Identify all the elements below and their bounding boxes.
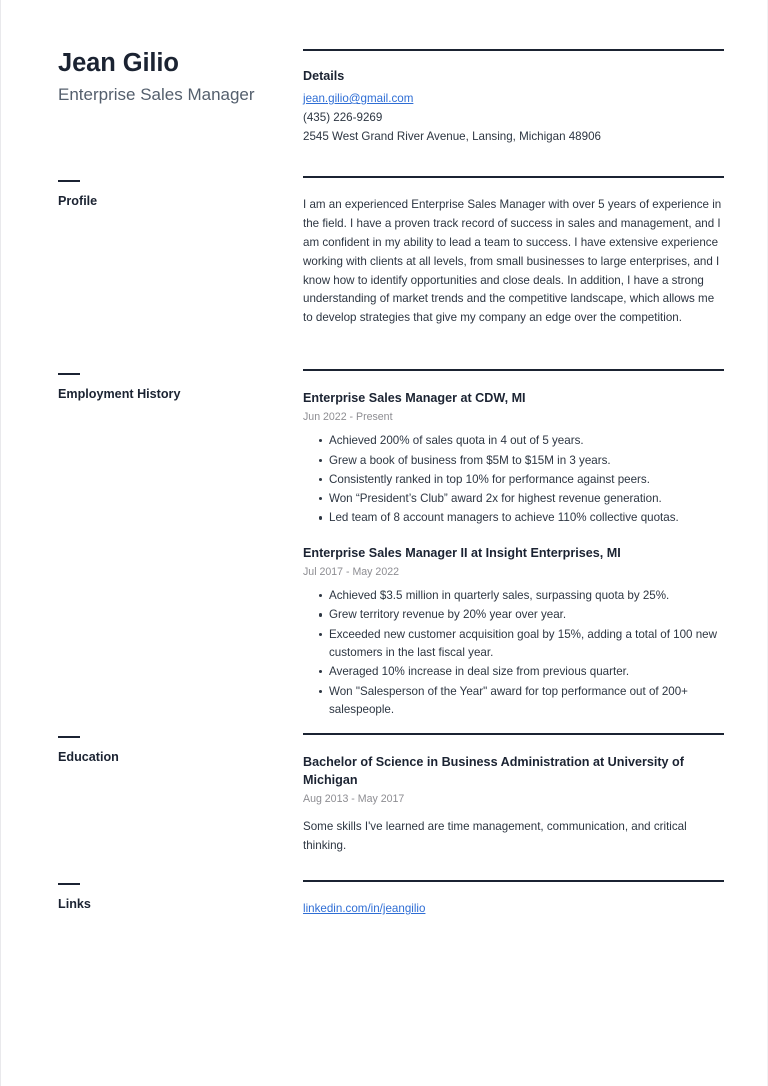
list-item: Led team of 8 account managers to achieve 110% collective quotas. — [303, 509, 724, 527]
section-label-text: Employment History — [58, 387, 181, 401]
employment-entry-date: Jun 2022 - Present — [303, 410, 393, 423]
email-link[interactable]: jean.gilio@gmail.com — [303, 92, 414, 105]
section-dash-icon — [58, 180, 80, 182]
employment-history-section — [303, 369, 724, 720]
list-item: Achieved $3.5 million in quarterly sales, surpassing quota by 25%. — [303, 587, 724, 605]
list-item: Won "Salesperson of the Year" award for top performance out of 200+ salespeople. — [303, 683, 724, 720]
details-section — [303, 49, 724, 146]
list-item: Won “President’s Club” award 2x for highest revenue generation. — [303, 490, 724, 508]
details-heading: Details — [303, 69, 345, 83]
candidate-job-title: Enterprise Sales Manager — [58, 85, 255, 105]
section-label-text: Links — [58, 897, 91, 911]
profile-section — [303, 176, 724, 328]
education-entry-title: Bachelor of Science in Business Administration at University of Michigan — [303, 755, 684, 787]
education-entry-description: Some skills I've learned are time management, communication, and critical thinking. — [303, 820, 687, 852]
links-section — [303, 880, 724, 919]
list-item: Averaged 10% increase in deal size from previous quarter. — [303, 663, 724, 681]
section-dash-icon — [58, 883, 80, 885]
section-label-text: Education — [58, 750, 119, 764]
section-label-text: Profile — [58, 194, 98, 208]
list-item: Grew a book of business from $5M to $15M in 3 years. — [303, 452, 724, 470]
employment-entry-title: Enterprise Sales Manager at CDW, MI — [303, 391, 526, 405]
education-entry-date: Aug 2013 - May 2017 — [303, 792, 405, 805]
address-text: 2545 West Grand River Avenue, Lansing, Michigan 48906 — [303, 129, 601, 143]
employment-entry — [303, 390, 724, 528]
employment-entry-date: Jul 2017 - May 2022 — [303, 565, 399, 578]
employment-entry-bullets — [303, 587, 724, 719]
employment-entry-bullets — [303, 432, 724, 528]
education-section — [303, 733, 724, 856]
education-entry — [303, 754, 724, 856]
candidate-name: Jean Gilio — [58, 49, 179, 77]
section-dash-icon — [58, 736, 80, 738]
profile-text: I am an experienced Enterprise Sales Manager with over 5 years of experience in the field. I have a proven track record of success in sales and management, and I am confident in my ability to lead a team to success. I have extensive experience working with clients at all levels, from small businesses to large enterprises, and I know how to identify opportunities and close deals. In addition, I have a strong understanding of market trends and the competitive landscape, which allows me to develop strategies that give my company an edge over the competition. — [303, 198, 722, 325]
resume-header — [58, 48, 288, 107]
phone-text: (435) 226-9269 — [303, 110, 383, 124]
employment-entry — [303, 545, 724, 719]
section-label-profile — [58, 180, 288, 209]
section-label-links — [58, 883, 288, 912]
section-dash-icon — [58, 373, 80, 375]
list-item: Achieved 200% of sales quota in 4 out of 5 years. — [303, 432, 724, 450]
linkedin-link[interactable]: linkedin.com/in/jeangilio — [303, 902, 426, 915]
list-item: Consistently ranked in top 10% for performance against peers. — [303, 471, 724, 489]
section-label-employment-history — [58, 373, 288, 402]
section-label-education — [58, 736, 288, 765]
list-item: Exceeded new customer acquisition goal by 15%, adding a total of 100 new customers in the last fiscal year. — [303, 626, 724, 663]
employment-entry-title: Enterprise Sales Manager II at Insight Enterprises, MI — [303, 545, 621, 560]
list-item: Grew territory revenue by 20% year over year. — [303, 606, 724, 624]
